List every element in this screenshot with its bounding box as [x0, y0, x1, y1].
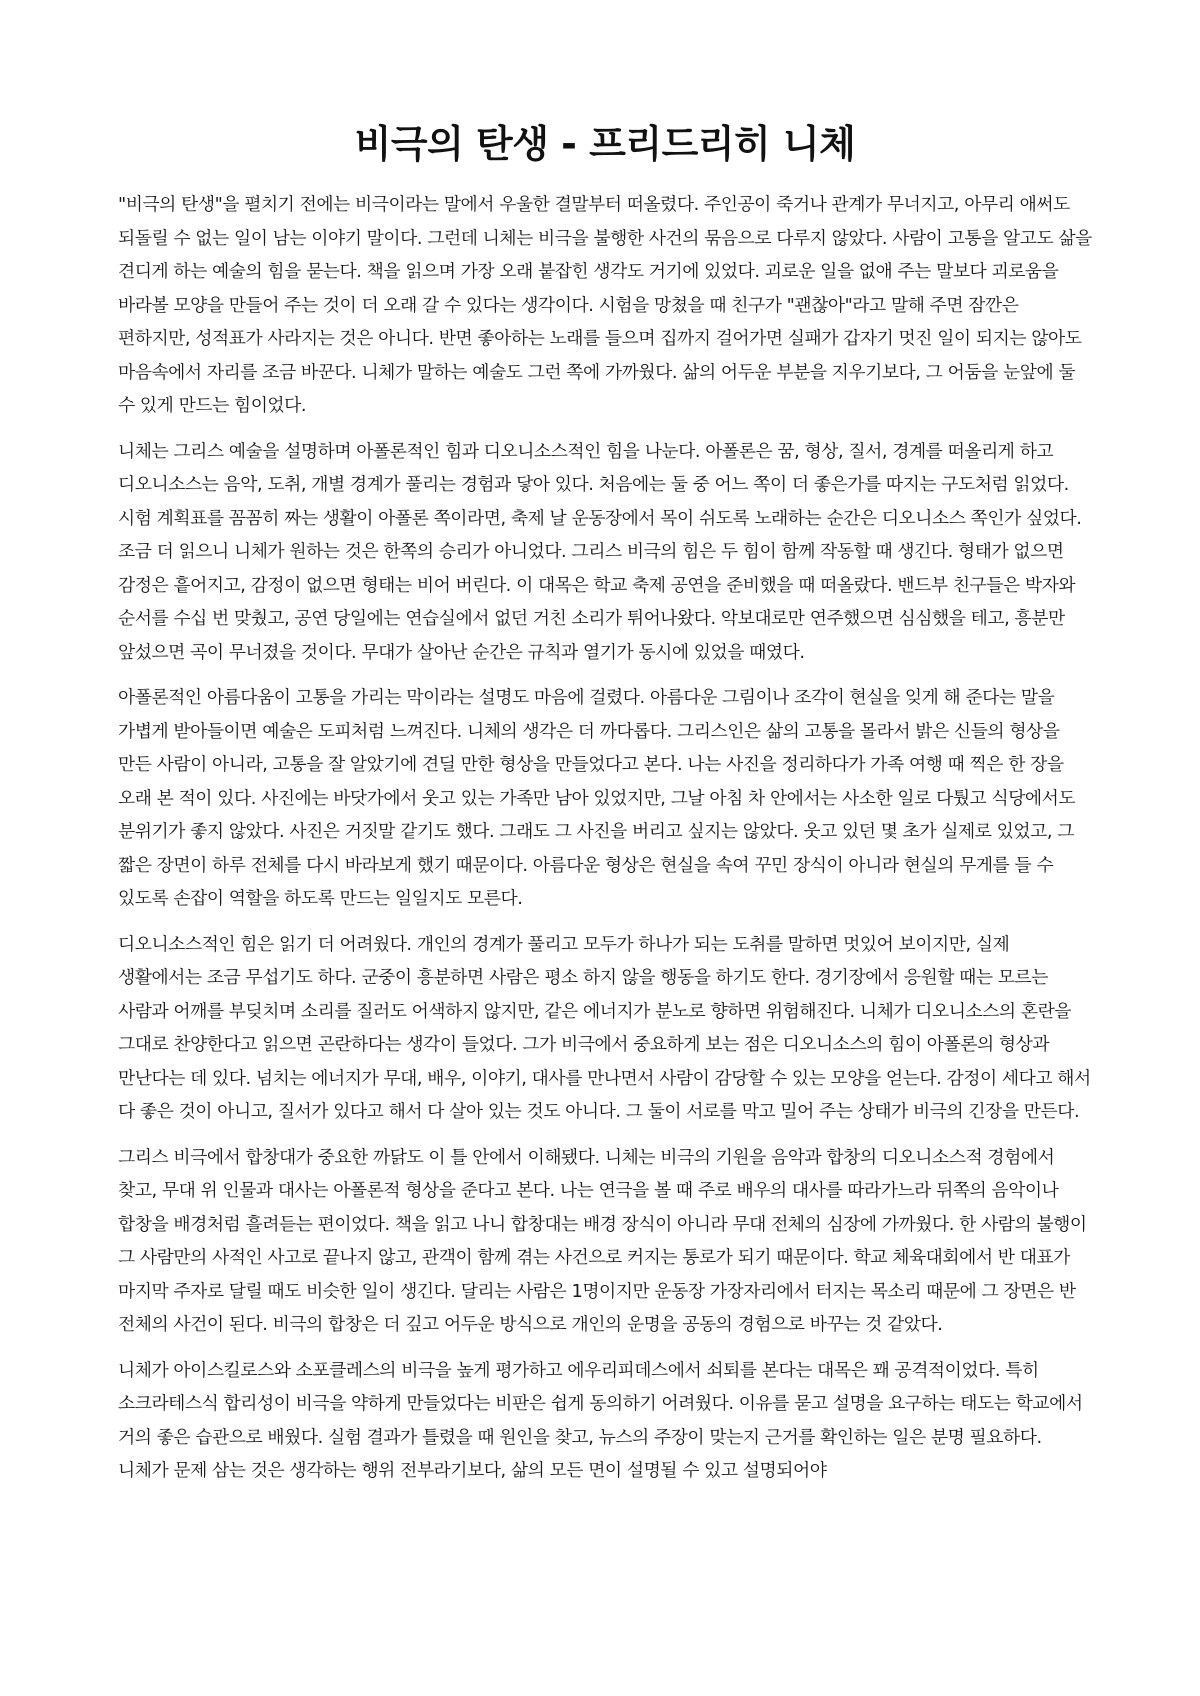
- body-paragraph: 니체는 그리스 예술을 설명하며 아폴론적인 힘과 디오니소스적인 힘을 나눈다. 아폴론은 꿈, 형상, 질서, 경계를 떠올리게 하고 디오니소스는 음악, 도취, 개별 경계가 풀리는 경험과 닿아 있다. 처음에는 둘 중 어느 쪽이 더 좋은가를 따지는 구도처럼 읽었다. 시험 계획표를 꼼꼼히 짜는 생활이 아폴론 쪽이라면, 축제 날 운동장에서 목이 쉬도록 노래하는 순간은 디오니소스 쪽인가 싶었다. 조금 더 읽으니 니체가 원하는 것은 한쪽의 승리가 아니었다. 그리스 비극의 힘은 두 힘이 함께 작동할 때 생긴다. 형태가 없으면 감정은 흩어지고, 감정이 없으면 형태는 비어 버린다. 이 대목은 학교 축제 공연을 준비했을 때 떠올랐다. 밴드부 친구들은 박자와 순서를 수십 번 맞췄고, 공연 당일에는 연습실에서 없던 거친 소리가 튀어나왔다. 악보대로만 연주했으면 심심했을 테고, 흥분만 앞섰으면 곡이 무너졌을 것이다. 무대가 살아난 순간은 규칙과 열기가 동시에 있었을 때였다.: [118, 440, 1082, 663]
- body-paragraph: "비극의 탄생"을 펼치기 전에는 비극이라는 말에서 우울한 결말부터 떠올렸다. 주인공이 죽거나 관계가 무너지고, 아무리 애써도 되돌릴 수 없는 일이 남는 이야기 말이다. 그런데 니체는 비극을 불행한 사건의 묶음으로 다루지 않았다. 사람이 고통을 알고도 삶을 견디게 하는 예술의 힘을 묻는다. 책을 읽으며 가장 오래 붙잡힌 생각도 거기에 있었다. 괴로운 일을 없애 주는 말보다 괴로움을 바라볼 모양을 만들어 주는 것이 더 오래 갈 수 있다는 생각이다. 시험을 망쳤을 때 친구가 "괜찮아"라고 말해 주면 잠깐은 편하지만, 성적표가 사라지는 것은 아니다. 반면 좋아하는 노래를 들으며 집까지 걸어가면 실패가 갑자기 멋진 일이 되지는 않아도 마음속에서 자리를 조금 바꾼다. 니체가 말하는 예술도 그런 쪽에 가까웠다. 삶의 어두운 부분을 지우기보다, 그 어둠을 눈앞에 둘 수 있게 만드는 힘이었다.: [118, 194, 1092, 416]
- body-paragraph: 니체가 아이스킬로스와 소포클레스의 비극을 높게 평가하고 에우리피데스에서 쇠퇴를 본다는 대목은 꽤 공격적이었다. 특히 소크라테스식 합리성이 비극을 약하게 만들었다는 비판은 쉽게 동의하기 어려웠다. 이유를 묻고 설명을 요구하는 태도는 학교에서 거의 좋은 습관으로 배웠다. 실험 결과가 틀렸을 때 원인을 찾고, 뉴스의 주장이 맞는지 근거를 확인하는 일은 분명 필요하다. 니체가 문제 삼는 것은 생각하는 행위 전부라기보다, 삶의 모든 면이 설명될 수 있고 설명되어야: [118, 1359, 1083, 1481]
- body-paragraph: 그리스 비극에서 합창대가 중요한 까닭도 이 틀 안에서 이해됐다. 니체는 비극의 기원을 음악과 합창의 디오니소스적 경험에서 찾고, 무대 위 인물과 대사는 아폴론적 형상을 준다고 본다. 나는 연극을 볼 때 주로 배우의 대사를 따라가느라 뒤쪽의 음악이나 합창을 배경처럼 흘려듣는 편이었다. 책을 읽고 나니 합창대는 배경 장식이 아니라 무대 전체의 심장에 가까웠다. 한 사람의 불행이 그 사람만의 사적인 사고로 끝나지 않고, 관객이 함께 겪는 사건으로 커지는 통로가 되기 때문이다. 학교 체육대회에서 반 대표가 마지막 주자로 달릴 때도 비슷한 일이 생긴다. 달리는 사람은 1명이지만 운동장 가장자리에서 터지는 목소리 때문에 그 장면은 반 전체의 사건이 된다. 비극의 합창은 더 깊고 어두운 방식으로 개인의 운명을 공동의 경험으로 바꾸는 것 같았다.: [118, 1146, 1087, 1335]
- body-paragraph: 디오니소스적인 힘은 읽기 더 어려웠다. 개인의 경계가 풀리고 모두가 하나가 되는 도취를 말하면 멋있어 보이지만, 실제 생활에서는 조금 무섭기도 하다. 군중이 흥분하면 사람은 평소 하지 않을 행동을 하기도 한다. 경기장에서 응원할 때는 모르는 사람과 어깨를 부딪치며 소리를 질러도 어색하지 않지만, 같은 에너지가 분노로 향하면 위험해진다. 니체가 디오니소스의 혼란을 그대로 찬양한다고 읽으면 곤란하다는 생각이 들었다. 그가 비극에서 중요하게 보는 점은 디오니소스의 힘이 아폴론의 형상과 만난다는 데 있다. 넘치는 에너지가 무대, 배우, 이야기, 대사를 만나면서 사람이 감당할 수 있는 모양을 얻는다. 감정이 세다고 해서 다 좋은 것이 아니고, 질서가 있다고 해서 다 살아 있는 것도 아니다. 그 둘이 서로를 막고 밀어 주는 상태가 비극의 긴장을 만든다.: [118, 933, 1091, 1122]
- body-paragraph: 아폴론적인 아름다움이 고통을 가리는 막이라는 설명도 마음에 걸렸다. 아름다운 그림이나 조각이 현실을 잊게 해 준다는 말을 가볍게 받아들이면 예술은 도피처럼 느껴진다. 니체의 생각은 더 까다롭다. 그리스인은 삶의 고통을 몰라서 밝은 신들의 형상을 만든 사람이 아니라, 고통을 잘 알았기에 견딜 만한 형상을 만들었다고 본다. 나는 사진을 정리하다가 가족 여행 때 찍은 한 장을 오래 본 적이 있다. 사진에는 바닷가에서 웃고 있는 가족만 남아 있었지만, 그날 아침 차 안에서는 사소한 일로 다퉜고 식당에서도 분위기가 좋지 않았다. 사진은 거짓말 같기도 했다. 그래도 그 사진을 버리고 싶지는 않았다. 웃고 있던 몇 초가 실제로 있었고, 그 짧은 장면이 하루 전체를 다시 바라보게 했기 때문이다. 아름다운 형상은 현실을 속여 꾸민 장식이 아니라 현실의 무게를 들 수 있도록 손잡이 역할을 하도록 만드는 일일지도 모른다.: [118, 687, 1076, 909]
- document-title: 비극의 탄생 - 프리드리히 니체: [354, 122, 856, 166]
